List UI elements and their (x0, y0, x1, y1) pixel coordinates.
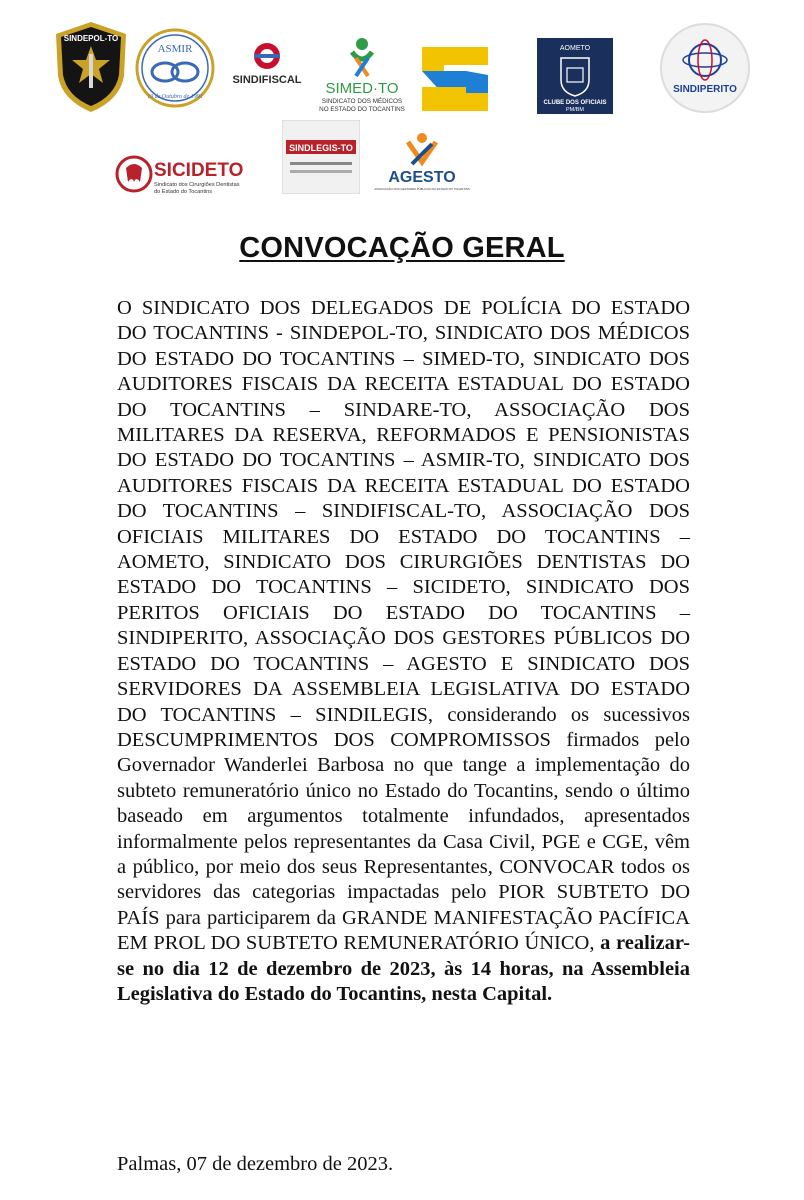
sicideto-sub2: do Estado do Tocantins (154, 189, 213, 195)
sindiperito-logo (657, 22, 753, 114)
agesto-sub: ASSOCIAÇÃO DOS GESTORES PÚBLICOS DO ESTADO DO TOCANTINS (374, 187, 470, 191)
sicideto-label: SICIDETO (154, 160, 244, 181)
document-closing: Palmas, 07 de dezembro de 2023. (117, 1153, 394, 1175)
simed-label: SIMED·TO (325, 80, 399, 97)
simed-sub1: SINDICATO DOS MÉDICOS (321, 98, 403, 105)
sicideto-logo (114, 150, 254, 198)
body-text-bold: a realizar-se no dia 12 de dezembro de 2023, às 14 horas, na Assembleia Legislativa do Estado do Tocantins, nesta Capital. (117, 932, 691, 1005)
document-body (117, 296, 690, 1007)
simed-logo (312, 36, 412, 116)
asmir-tagline: 10 de Outubro de 1991 (147, 94, 203, 100)
sindifiscal-label: SINDIFISCAL (232, 74, 302, 86)
sindifiscal-logo (224, 40, 310, 90)
sindepol-label: SINDEPOL-TO (63, 34, 119, 43)
aometo-logo (537, 38, 613, 114)
agesto-label: AGESTO (388, 169, 456, 186)
body-text-regular: O SINDICATO DOS DELEGADOS DE POLÍCIA DO ESTADO DO TOCANTINS - SINDEPOL-TO, SINDICATO DOS MÉDICOS DO ESTADO DO TOCANTINS – SIMED-TO, SINDICATO DOS AUDITORES FISCAIS DA RECEITA ESTADUAL DO ESTADO DO TOCANTINS – SINDARE-TO, ASSOCIAÇÃO DOS MILITARES DA RESERVA, REFORMADOS E PENSIONISTAS DO ESTADO DO TOCANTINS – ASMIR-TO, SINDICATO DOS AUDITORES FISCAIS DA RECEITA ESTADUAL DO ESTADO DO TOCANTINS – SINDIFISCAL-TO, ASSOCIAÇÃO DOS OFICIAIS MILITARES DO ESTADO DO TOCANTINS – AOMETO, SINDICATO DOS CIRURGIÕES DENTISTAS DO ESTADO DO TOCANTINS – SICIDETO, SINDICATO DOS PERITOS OFICIAIS DO ESTADO DO TOCANTINS – SINDIPERITO, ASSOCIAÇÃO DOS GESTORES PÚBLICOS DO ESTADO DO TOCANTINS – AGESTO E SINDICATO DOS SERVIDORES DA ASSEMBLEIA LEGISLATIVA DO ESTADO DO TOCANTINS – SINDILEGIS, considerando os sucessivos DESCUMPRIMENTOS DOS COMPROMISSOS firmados pelo Governador Wanderlei Barbosa no que tange a implementação do subteto remuneratório único no Estado do Tocantins, sendo o último baseado em argumentos totalmente infundados, apresentados informalmente pelos representantes da Casa Civil, PGE e CGE, vêm a público, por meio dos seus Representantes, CONVOCAR todos os servidores das categorias impactadas pelo PIOR SUBTETO DO PAÍS para participarem da GRANDE MANIFESTAÇÃO PACÍFICA EM PROL DO SUBTETO REMUNERATÓRIO ÚNICO, (117, 297, 690, 955)
s-emblem-logo (420, 45, 490, 113)
sindlegis-label: SINDLEGIS-TO (289, 143, 353, 153)
agesto-logo (372, 130, 472, 194)
aometo-sub2: PM/BM (565, 107, 585, 113)
sindlegis-logo (282, 120, 360, 194)
document-title: CONVOCAÇÃO GERAL (239, 232, 565, 264)
sindiperito-label: SINDIPERITO (673, 84, 737, 95)
sindepol-logo (52, 20, 130, 114)
aometo-sub1: CLUBE DOS OFICIAIS (543, 100, 607, 106)
asmir-logo (131, 28, 219, 110)
asmir-label: ASMIR (157, 43, 193, 55)
aometo-top: AOMETO (559, 45, 591, 52)
sicideto-sub1: Sindicato dos Cirurgiões Dentistas (154, 182, 240, 188)
simed-sub2: NO ESTADO DO TOCANTINS (319, 106, 405, 113)
